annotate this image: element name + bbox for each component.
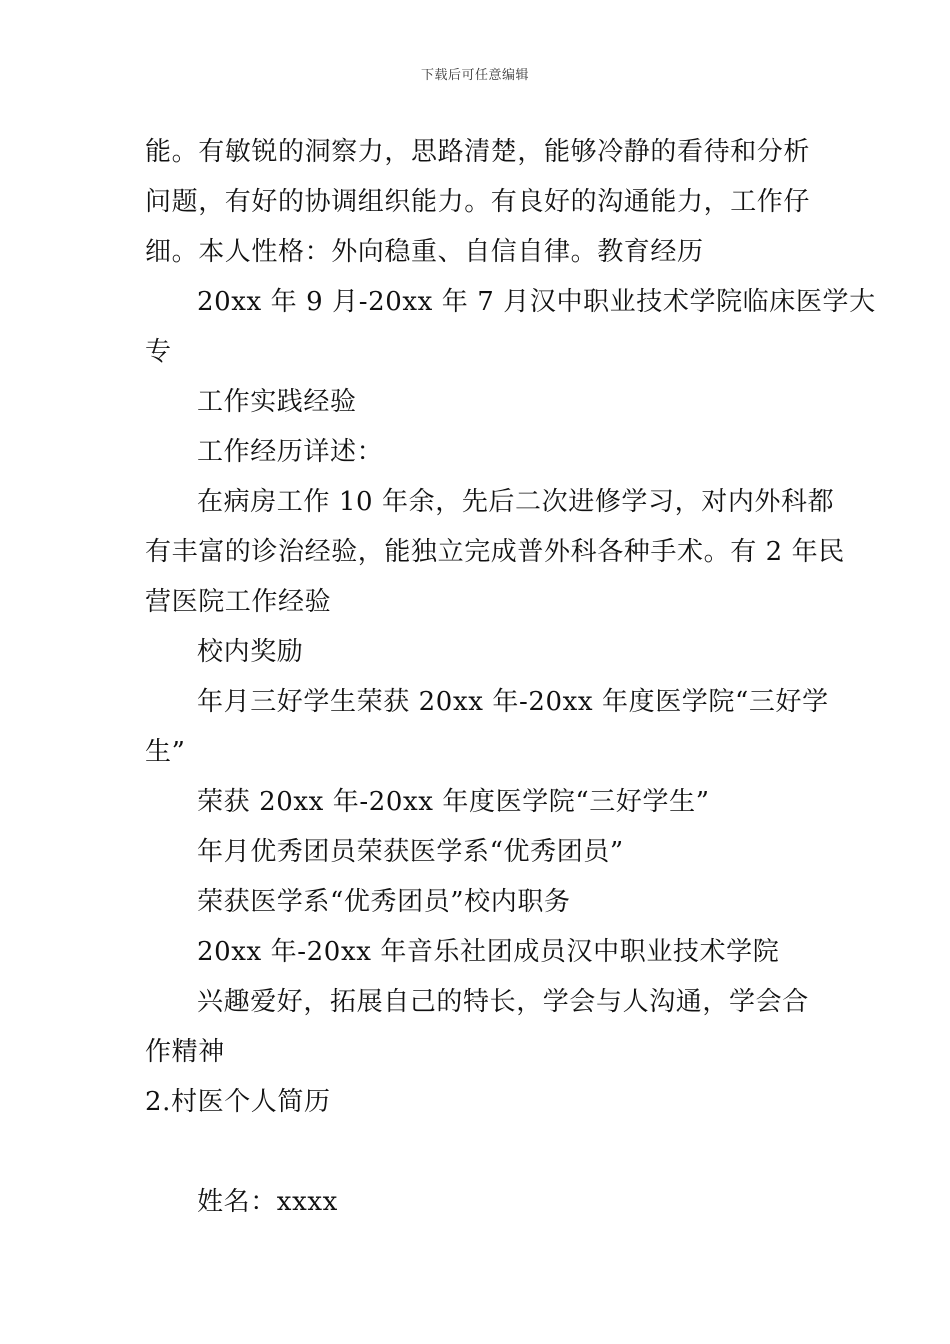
section-title: 2.村医个人简历 (145, 1087, 331, 1117)
paragraph-line: 在病房工作 10 年余，先后二次进修学习，对内外科都 (197, 487, 835, 517)
page-header-note: 下载后可任意编辑 (420, 68, 529, 83)
paragraph-line: 荣获医学系“优秀团员”校内职务 (197, 887, 571, 917)
name-field-line: 姓名：xxxx (197, 1187, 338, 1217)
section-heading: 校内奖励 (197, 637, 304, 667)
paragraph-line: 年月优秀团员荣获医学系“优秀团员” (197, 837, 624, 867)
paragraph-line: 生” (145, 737, 186, 767)
paragraph-line: 兴趣爱好，拓展自己的特长，学会与人沟通，学会合 (197, 987, 809, 1017)
paragraph-line: 荣获 20xx 年-20xx 年度医学院“三好学生” (197, 787, 710, 817)
paragraph-line: 20xx 年 9 月-20xx 年 7 月汉中职业技术学院临床医学大 (197, 287, 876, 317)
paragraph-line: 年月三好学生荣获 20xx 年-20xx 年度医学院“三好学 (197, 687, 829, 717)
paragraph-line: 细。本人性格：外向稳重、自信自律。教育经历 (145, 237, 704, 267)
document-body (145, 127, 876, 1227)
blank-line (145, 1127, 810, 1177)
section-heading: 工作实践经验 (197, 387, 357, 417)
paragraph-line: 问题，有好的协调组织能力。有良好的沟通能力，工作仔 (145, 187, 811, 217)
paragraph-line: 营医院工作经验 (145, 587, 332, 617)
paragraph-line: 20xx 年-20xx 年音乐社团成员汉中职业技术学院 (197, 937, 780, 967)
paragraph-line: 作精神 (145, 1037, 225, 1067)
paragraph-line: 能。有敏锐的洞察力，思路清楚，能够冷静的看待和分析 (145, 137, 811, 167)
paragraph-line: 专 (145, 337, 172, 367)
paragraph-line: 有丰富的诊治经验，能独立完成普外科各种手术。有 2 年民 (145, 537, 845, 567)
section-heading: 工作经历详述： (197, 437, 384, 467)
